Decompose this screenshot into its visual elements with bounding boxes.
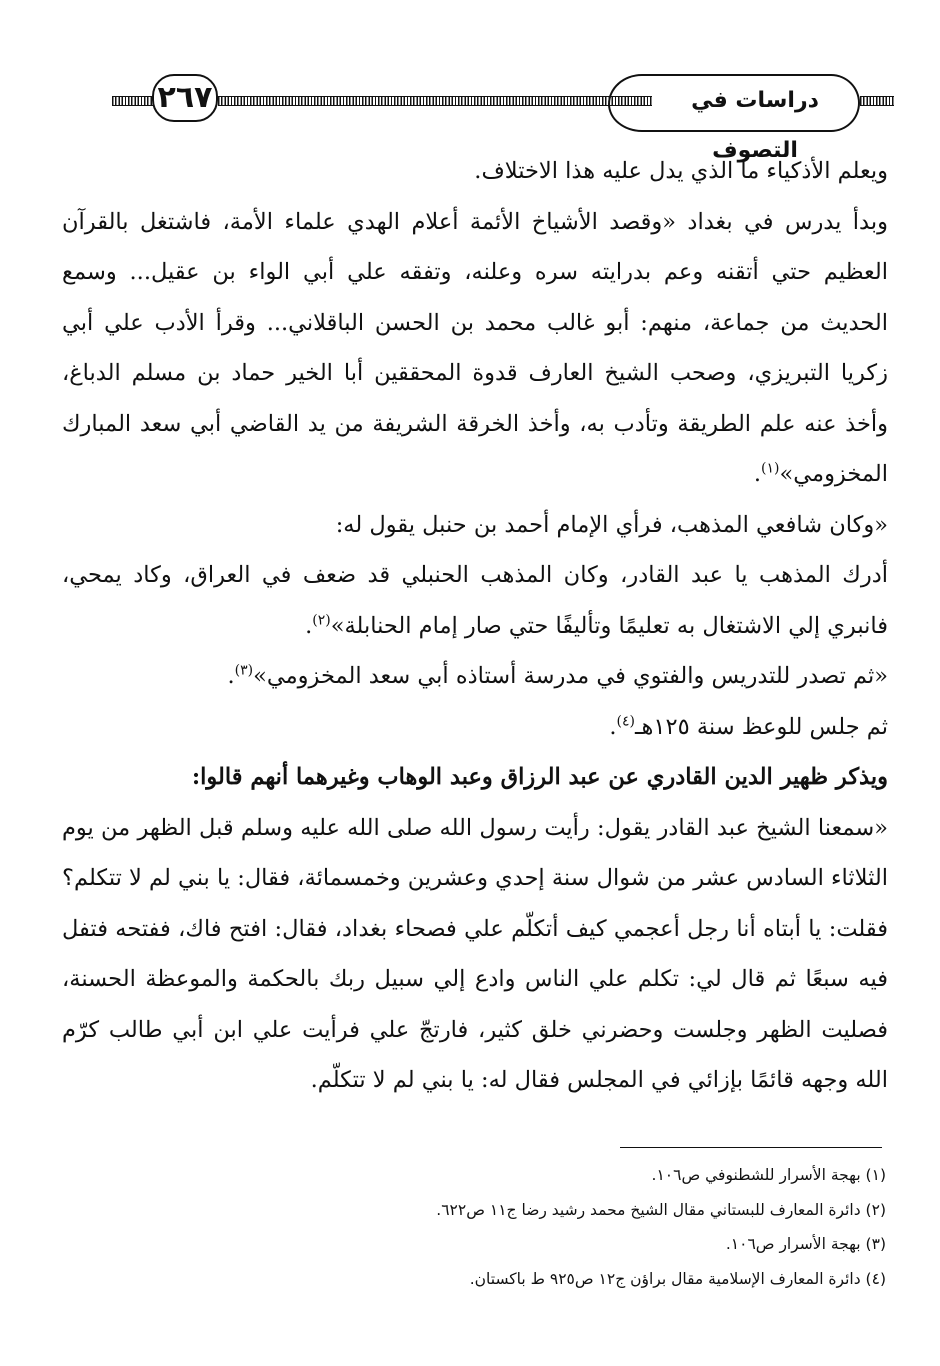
- paragraph-4-text: أدرك المذهب يا عبد القادر، وكان المذهب الحنبلي قد ضعف في العراق، وكاد يمحي، فانبري إلي الاشتغال به تعليمًا وتأليفًا حتي صار إمام الحنابلة»: [62, 562, 888, 639]
- paragraph-3-text: «وكان شافعي المذهب، فرأي الإمام أحمد بن حنبل يقول له:: [335, 511, 888, 538]
- paragraph-1-text: ويعلم الأذكياء ما الذي يدل عليه هذا الاختلاف.: [474, 158, 888, 184]
- paragraph-7-text: ويذكر ظهير الدين القادري عن عبد الرزاق وعبد الوهاب وغيرهما أنهم قالوا:: [191, 764, 888, 790]
- paragraph-9-text: فقلت: يا أبتاه أنا رجل أعجمي كيف أتكلّم علي فصحاء بغداد، فقال: افتح فاك، ففتحه فتفل فيه سبعًا ثم قال لي: تكلم علي الناس وادع إلي سبيل ربك بالحكمة والموعظة الحسنة، فصليت الظهر وجلست وحضرني خلق كثير، فارتجّ علي فرأيت علي ابن أبي طالب كرّم الله وجهه قائمًا بإزائي في المجلس فقال له: يا بني لم لا تتكلّم.: [62, 915, 888, 1093]
- body-text: [62, 146, 888, 1106]
- page-number: ٢٦٧: [152, 74, 218, 122]
- footnote-ref-4: (٤): [616, 713, 635, 729]
- page-header: [112, 70, 894, 163]
- footnote-3: (٣) بهجة الأسرار ص١٠٦.: [725, 1235, 886, 1253]
- footnote-2: (٢) دائرة المعارف للبستاني مقال الشيخ محمد رشيد رضا ج١١ ص٦٢٢.: [436, 1200, 886, 1219]
- paragraph-3: [62, 500, 888, 551]
- paragraph-8: [62, 803, 888, 904]
- paragraph-1: [62, 146, 888, 197]
- paragraph-8-text: «سمعنا الشيخ عبد القادر يقول: رأيت رسول الله صلى الله عليه وسلم قبل الظهر من يوم الثلاثاء السادس عشر من شوال سنة إحدي وعشرين وخمسمائة، فقال: يا بني لم لا تتكلم؟: [62, 814, 888, 891]
- footnote-1: (١) بهجة الأسرار للشطنوفي ص١٠٦.: [651, 1166, 886, 1184]
- running-title: دراسات في التصوف: [652, 74, 860, 132]
- header-ornament-right: [860, 96, 894, 106]
- footnote-ref-3: (٣): [234, 662, 254, 679]
- paragraph-7: [62, 752, 888, 803]
- footnote-ref-2: (٢): [312, 612, 331, 628]
- paragraph-2: وبدأ يدرس في بغداد «وقصد الأشياخ الأئمة أعلام الهدي علماء الأمة، فاشتغل بالقرآن العظيم حتي أتقنه وعم بدرايته سره وعلنه، وتفقه علي أبي الواء بن عقيل... وسمع الحديث من جماعة، منهم: أبو غالب محمد بن الحسن الباقلاني... وقرأ الأدب علي أبي زكريا التبريزي، وصحب الشيخ العارف قدوة المحققين أبا الخير حماد بن مسلم الدباغ، وأخذ عنه علم الطريقة وتأدب به، وأخذ الخرقة الشريفة من يد القاضي أبي سعد المبارك المخزومي»$^{(١)}$.: [62, 208, 888, 487]
- paragraph-5-text: «ثم تصدر للتدريس والفتوي في مدرسة أستاذه أبي سعد المخزومي»: [253, 663, 888, 689]
- paragraph-9: [62, 904, 888, 1106]
- footnote-separator: [620, 1147, 882, 1148]
- footnote-ref-1: (١): [761, 460, 780, 477]
- paragraph-4: أدرك المذهب يا عبد القادر، وكان المذهب الحنبلي قد ضعف في العراق، وكاد يمحي، فانبري إلي الاشتغال به تعليمًا وتأليفًا حتي صار إمام الحنابلة»$^{(٢)}$.: [62, 562, 888, 639]
- paragraph-6-text: ثم جلس للوعظ سنة ١٢٥هـ: [634, 713, 888, 740]
- paragraph-2-text: وبدأ يدرس في بغداد «وقصد الأشياخ الأئمة أعلام الهدي علماء الأمة، فاشتغل بالقرآن العظيم حتي أتقنه وعم بدرايته سره وعلنه، وتفقه علي أبي الواء بن عقيل... وسمع الحديث من جماعة، منهم: أبو غالب محمد بن الحسن الباقلاني... وقرأ الأدب علي أبي زكريا التبريزي، وصحب الشيخ العارف قدوة المحققين أبا الخير حماد بن مسلم الدباغ، وأخذ عنه علم الطريقة وتأدب به، وأخذ الخرقة الشريفة من يد القاضي أبي سعد المبارك المخزومي»: [62, 208, 888, 487]
- footnotes: [100, 1158, 886, 1296]
- footnote-4: (٤) دائرة المعارف الإسلامية مقال براؤن ج١٢ ص٩٢٥ ط باكستان.: [469, 1269, 886, 1288]
- paragraph-5: «ثم تصدر للتدريس والفتوي في مدرسة أستاذه أبي سعد المخزومي»$^{(٣)}$.: [227, 662, 888, 689]
- paragraph-6: ثم جلس للوعظ سنة ١٢٥هـ$^{(٤)}$.: [609, 713, 888, 740]
- header-ornament-left: [112, 96, 154, 106]
